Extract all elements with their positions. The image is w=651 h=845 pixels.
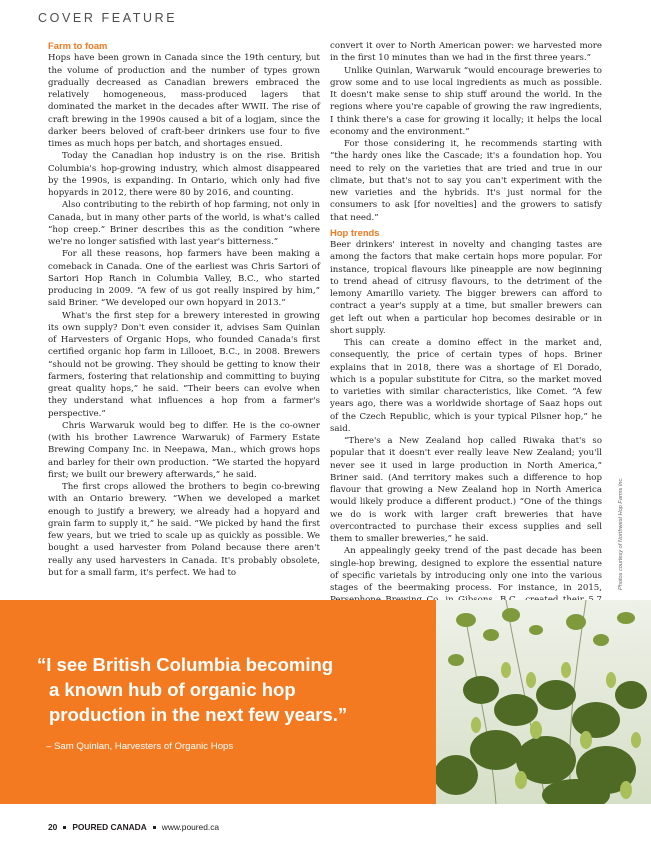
body-paragraph: Today the Canadian hop industry is on the rise. British Columbia's hop-growing industry, which almost disappeared by the 1990s, is expanding. In Ontario, which only had five hopyards in 2012, there were 80 by 2016, and counting.: [48, 151, 320, 198]
website-url[interactable]: www.poured.ca: [161, 822, 220, 832]
pull-quote-line: a known hub of organic hop: [49, 679, 296, 700]
body-paragraph: Beer drinkers' interest in novelty and changing tastes are among the factors that make certain hops more popular. For instance, tropical flavours like pineapple are now beginning to trend ahead of citrusy flavours, to the detriment of the lemony Amarillo variety. The bigger brewers can afford to contract a year's supply at a time, but smaller brewers can get left out when a particular hop becomes desirable or in short supply.: [330, 240, 602, 336]
body-paragraph: This can create a domino effect in the market and, consequently, the price of certain types of hops. Briner explains that in 2018, there was a shortage of El Dorado, which is a popular substitute for Citra, so the market moved to varieties with similar characteristics, like Comet. “A few years ago, there was a worldwide shortage of Saaz hops out of the Czech Republic, which is your typical Pilsner hop,” he said.: [330, 338, 602, 434]
body-paragraph: Also contributing to the rebirth of hop farming, not only in Canada, but in many other parts of the world, is what's called “hop creep.” Briner describes this as the condition “where we're no longer satisfied with last year's bitterness.”: [48, 200, 320, 247]
hop-bines-photo: [436, 600, 651, 804]
article-column-right: [330, 40, 602, 619]
pull-quote: [37, 652, 427, 727]
photo-credit: Photos courtesy of Northwest Hop Farms Inc.: [618, 477, 624, 590]
section-subhead: Farm to foam: [48, 40, 108, 51]
body-paragraph: Chris Warwaruk would beg to differ. He is the co-owner (with his brother Lawrence Warwaruk) of Farmery Estate Brewing Company Inc. in Neepawa, Man., which grows hops and barley for their own production. “We started the hopyard first; we built our brewery afterwards,” he said.: [48, 420, 320, 480]
section-subhead: Hop trends: [330, 226, 380, 238]
pull-quote-line: production in the next few years.”: [49, 704, 348, 725]
body-paragraph: An appealingly geeky trend of the past decade has been single-hop brewing, designed to explore the essential nature of specific varietals by introducing only one into the various stages of the beermaking process. For instance, in 2015,: [330, 546, 602, 593]
page-number: 20: [48, 822, 58, 832]
hop-plant-illustration: [436, 600, 651, 804]
body-paragraph: What's the first step for a brewery interested in growing its own supply? Don't even consider it, advises Sam Quinlan of Harvesters of Organic Hops, who founded Canada's first certified organic hop farm in Lillooet, B.C., in 2008. Brewers “should not be growing. They should be getting to know their farmers, fostering that relationship and committing to buying great quality hops,” he said. “Their beers can evolve when they understand what influences a hop from a farmer's perspective.”: [48, 310, 320, 419]
section-header: COVER FEATURE: [38, 11, 178, 25]
body-paragraph: convert it over to North American power: we harvested more in the first 10 minutes than we had in the first three years.”: [330, 41, 602, 64]
body-paragraph: “There's a New Zealand hop called Riwaka that's so popular that it doesn't ever really leave New Zealand; you'll never see it used in large production in North America,” Briner said. (And territory makes such a difference to hop flavour that growing a New Zealand hop in North America would likely produce a different product.) “One of the things we do is work with larger craft breweries that have overcontracted to purchase their excess supplies and sell them to smaller breweries,” he said.: [330, 436, 602, 544]
pull-quote-banner: [0, 600, 436, 804]
pull-quote-attribution: – Sam Quinlan, Harvesters of Organic Hops: [46, 741, 234, 752]
body-paragraph: Unlike Quinlan, Warwaruk “would encourage breweries to grow some and to use local ingredients as much as possible. It doesn't make sense to ship stuff around the world. In the regions where you're capable of growing the raw ingredients, I think there's a case for growing it locally; it helps the local economy and the environment.”: [330, 65, 602, 137]
body-paragraph: Hops have been grown in Canada since the 19th century, but the volume of production and the number of types grown gradually decreased as Canadian brewers embraced the relatively homogeneous, mass-produced lagers that dominated the market in the decades after WWII. The rise of craft brewing in the 1990s caused a bit of a logjam, since the darker beers beloved of craft-beer drinkers use four to five times as much hops per batch, and shortages ensued.: [48, 53, 320, 149]
body-paragraph: For all these reasons, hop farmers have been making a comeback in Canada. One of the earliest was Chris Sartori of Sartori Hop Ranch in Columbia Valley, B.C., who started producing in 2009. “A few of us got really inspired by him,” said Briner. “We developed our own hopyard in 2013.”: [48, 249, 320, 309]
magazine-name: POURED CANADA: [72, 822, 147, 832]
bullet-separator: [63, 826, 66, 829]
body-paragraph: The first crops allowed the brothers to begin co-brewing with an Ontario brewery. “When we developed a market enough to justify a brewery, we already had a hopyard and grain farm to supply it,” he said. “We picked by hand the first few years, but we tried to scale up as quickly as possible. We bought a used harvester from Poland because there aren't really any used harvesters in Canada. It's probably obsolete, but for a small farm, it's perfect. We had to: [48, 482, 320, 578]
article-column-left: [48, 40, 320, 579]
pull-quote-line: “I see British Columbia becoming: [37, 654, 334, 675]
page-footer: [48, 822, 219, 832]
body-paragraph: For those considering it, he recommends starting with “the hardy ones like the Cascade; it's a foundation hop. You need to rely on the varieties that are tried and true in our climate, but that's not to say you can't experiment with the new varieties and the hybrids. It's just normal for the consumers to ask [for novelties] and the growers to satisfy that need.”: [330, 139, 602, 223]
bullet-separator: [153, 826, 156, 829]
